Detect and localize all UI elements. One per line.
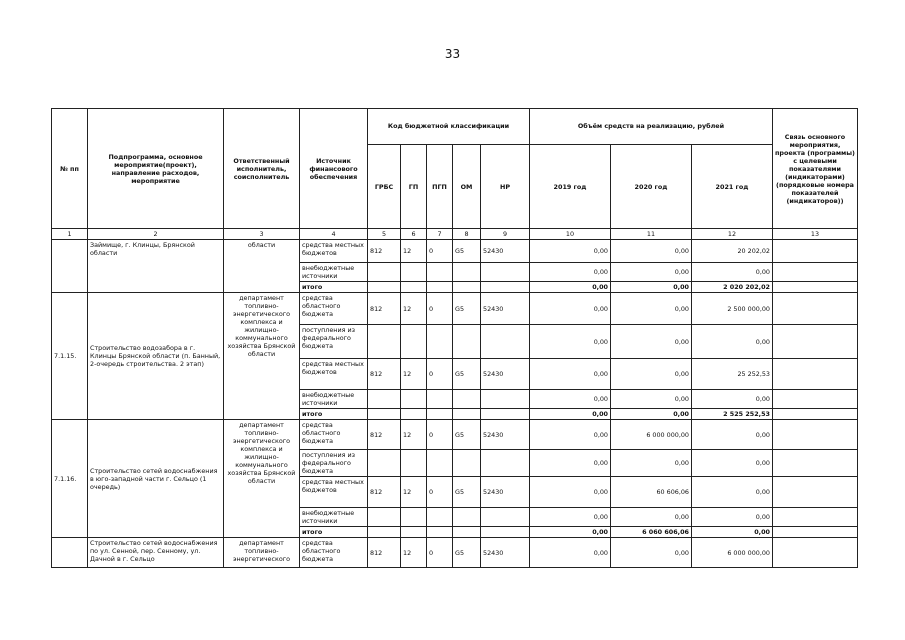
code-np: 52430	[481, 538, 530, 568]
code-gp	[401, 282, 427, 293]
header-pgp: ПГП	[427, 145, 453, 229]
budget-table	[51, 108, 858, 568]
code-np	[481, 409, 530, 420]
funding-source: средства местных бюджетов	[300, 359, 368, 390]
indicator-link	[773, 409, 858, 420]
value-2020: 0,00	[611, 325, 692, 359]
code-grbs: 812	[368, 240, 401, 263]
code-np	[481, 450, 530, 477]
value-2020: 0,00	[611, 538, 692, 568]
code-gp: 12	[401, 538, 427, 568]
code-om	[453, 325, 481, 359]
code-pgp: 0	[427, 293, 453, 325]
value-2019: 0,00	[530, 420, 611, 450]
code-grbs: 812	[368, 420, 401, 450]
value-2020: 0,00	[611, 282, 692, 293]
code-om: G5	[453, 293, 481, 325]
funding-source: средства областного бюджета	[300, 293, 368, 325]
value-2019: 0,00	[530, 359, 611, 390]
value-2021: 0,00	[692, 420, 773, 450]
executor: департамент топливно-энергетического комплекса и жилищно-коммунального хозяйства Брянской области	[224, 420, 300, 538]
indicator-link	[773, 282, 858, 293]
code-np: 52430	[481, 293, 530, 325]
value-2021: 2 525 252,53	[692, 409, 773, 420]
row-number: 7.1.16.	[52, 420, 88, 538]
funding-source: внебюджетные источники	[300, 263, 368, 282]
code-pgp: 0	[427, 477, 453, 508]
code-gp: 12	[401, 293, 427, 325]
table-row	[52, 538, 858, 568]
row-number	[52, 538, 88, 568]
code-np	[481, 282, 530, 293]
value-2020: 0,00	[611, 508, 692, 527]
funding-source: средства местных бюджетов	[300, 477, 368, 508]
executor: департамент топливно-энергетического комплекса и жилищно-коммунального хозяйства Брянской области	[224, 293, 300, 420]
code-grbs	[368, 409, 401, 420]
code-gp: 12	[401, 477, 427, 508]
code-np	[481, 263, 530, 282]
value-2021: 2 500 000,00	[692, 293, 773, 325]
code-gp	[401, 450, 427, 477]
code-pgp	[427, 409, 453, 420]
header-volume: Объём средств на реализацию, рублей	[530, 109, 773, 145]
measure-name: Строительство водозабора в г. Клинцы Брянской области (п. Банный, 2-очередь строительства. 2 этап)	[88, 293, 224, 420]
indicator-link	[773, 508, 858, 527]
code-grbs: 812	[368, 538, 401, 568]
column-number: 1	[52, 229, 88, 240]
code-np	[481, 527, 530, 538]
header-link: Связь основного мероприятия, проекта (программы) с целевыми показателями (индикаторами) (порядковые номера показателей (индикаторов))	[773, 109, 858, 229]
code-grbs	[368, 508, 401, 527]
value-2021: 2 020 202,02	[692, 282, 773, 293]
value-2021: 0,00	[692, 325, 773, 359]
executor: области	[224, 240, 300, 293]
funding-source: итого	[300, 282, 368, 293]
column-number: 2	[88, 229, 224, 240]
code-grbs: 812	[368, 477, 401, 508]
code-grbs: 812	[368, 293, 401, 325]
indicator-link	[773, 240, 858, 263]
value-2021: 20 202,02	[692, 240, 773, 263]
value-2020: 0,00	[611, 409, 692, 420]
header-executor: Ответственный исполнитель, соисполнитель	[224, 109, 300, 229]
code-om: G5	[453, 477, 481, 508]
code-om	[453, 508, 481, 527]
row-number	[52, 240, 88, 293]
code-pgp: 0	[427, 420, 453, 450]
code-grbs	[368, 263, 401, 282]
column-number: 4	[300, 229, 368, 240]
header-program: Подпрограмма, основное мероприятие(проект), направление расходов, мероприятие	[88, 109, 224, 229]
header-source: Источник финансового обеспечения	[300, 109, 368, 229]
header-2020: 2020 год	[611, 145, 692, 229]
indicator-link	[773, 538, 858, 568]
value-2019: 0,00	[530, 293, 611, 325]
code-om: G5	[453, 538, 481, 568]
code-grbs: 812	[368, 359, 401, 390]
value-2019: 0,00	[530, 508, 611, 527]
indicator-link	[773, 390, 858, 409]
code-gp	[401, 527, 427, 538]
code-gp: 12	[401, 420, 427, 450]
header-grbs: ГРБС	[368, 145, 401, 229]
code-om	[453, 263, 481, 282]
header-om: ОМ	[453, 145, 481, 229]
value-2019: 0,00	[530, 450, 611, 477]
value-2019: 0,00	[530, 282, 611, 293]
value-2020: 0,00	[611, 359, 692, 390]
funding-source: внебюджетные источники	[300, 508, 368, 527]
code-gp	[401, 263, 427, 282]
value-2021: 0,00	[692, 263, 773, 282]
row-number: 7.1.15.	[52, 293, 88, 420]
code-om	[453, 409, 481, 420]
value-2020: 0,00	[611, 263, 692, 282]
code-gp: 12	[401, 359, 427, 390]
column-number: 10	[530, 229, 611, 240]
table-row	[52, 420, 858, 450]
value-2020: 0,00	[611, 293, 692, 325]
code-pgp	[427, 390, 453, 409]
code-pgp: 0	[427, 538, 453, 568]
code-pgp: 0	[427, 359, 453, 390]
value-2021: 0,00	[692, 508, 773, 527]
funding-source: внебюджетные источники	[300, 390, 368, 409]
funding-source: средства областного бюджета	[300, 420, 368, 450]
header-2021: 2021 год	[692, 145, 773, 229]
code-np: 52430	[481, 240, 530, 263]
value-2021: 0,00	[692, 527, 773, 538]
code-om	[453, 527, 481, 538]
funding-source: поступления из федерального бюджета	[300, 450, 368, 477]
code-pgp	[427, 527, 453, 538]
code-np: 52430	[481, 359, 530, 390]
column-number: 5	[368, 229, 401, 240]
code-grbs	[368, 450, 401, 477]
value-2020: 60 606,06	[611, 477, 692, 508]
value-2021: 0,00	[692, 450, 773, 477]
indicator-link	[773, 450, 858, 477]
code-om: G5	[453, 420, 481, 450]
code-pgp	[427, 282, 453, 293]
executor: департамент топливно-энергетического	[224, 538, 300, 568]
funding-source: средства областного бюджета	[300, 538, 368, 568]
table-row	[52, 240, 858, 263]
indicator-link	[773, 359, 858, 390]
code-np	[481, 390, 530, 409]
value-2021: 6 000 000,00	[692, 538, 773, 568]
measure-name: Займище, г. Клинцы, Брянской области	[88, 240, 224, 293]
value-2019: 0,00	[530, 409, 611, 420]
header-np: НР	[481, 145, 530, 229]
column-number: 6	[401, 229, 427, 240]
measure-name: Строительство сетей водоснабжения в юго-западной части г. Сельцо (1 очередь)	[88, 420, 224, 538]
code-grbs	[368, 325, 401, 359]
value-2019: 0,00	[530, 240, 611, 263]
funding-source: средства местных бюджетов	[300, 240, 368, 263]
column-number: 9	[481, 229, 530, 240]
code-om	[453, 450, 481, 477]
page-number: 33	[444, 47, 461, 61]
funding-source: поступления из федерального бюджета	[300, 325, 368, 359]
code-gp	[401, 409, 427, 420]
code-pgp	[427, 450, 453, 477]
code-np	[481, 508, 530, 527]
value-2020: 0,00	[611, 450, 692, 477]
code-pgp	[427, 325, 453, 359]
indicator-link	[773, 477, 858, 508]
funding-source: итого	[300, 527, 368, 538]
code-pgp	[427, 508, 453, 527]
code-om: G5	[453, 240, 481, 263]
code-grbs	[368, 527, 401, 538]
code-gp	[401, 325, 427, 359]
indicator-link	[773, 325, 858, 359]
indicator-link	[773, 420, 858, 450]
header-budget-code: Код бюджетной классификации	[368, 109, 530, 145]
value-2021: 0,00	[692, 477, 773, 508]
column-number: 7	[427, 229, 453, 240]
indicator-link	[773, 527, 858, 538]
value-2019: 0,00	[530, 477, 611, 508]
column-number: 11	[611, 229, 692, 240]
code-grbs	[368, 390, 401, 409]
code-gp: 12	[401, 240, 427, 263]
table-row	[52, 293, 858, 325]
funding-source: итого	[300, 409, 368, 420]
code-np: 52430	[481, 477, 530, 508]
code-pgp: 0	[427, 240, 453, 263]
value-2020: 0,00	[611, 240, 692, 263]
header-gp: ГП	[401, 145, 427, 229]
value-2019: 0,00	[530, 390, 611, 409]
value-2019: 0,00	[530, 263, 611, 282]
header-2019: 2019 год	[530, 145, 611, 229]
code-om	[453, 390, 481, 409]
code-om: G5	[453, 359, 481, 390]
header-no: № пп	[52, 109, 88, 229]
code-pgp	[427, 263, 453, 282]
column-number: 8	[453, 229, 481, 240]
indicator-link	[773, 263, 858, 282]
column-number: 12	[692, 229, 773, 240]
value-2019: 0,00	[530, 538, 611, 568]
value-2019: 0,00	[530, 325, 611, 359]
value-2020: 6 060 606,06	[611, 527, 692, 538]
value-2019: 0,00	[530, 527, 611, 538]
value-2020: 6 000 000,00	[611, 420, 692, 450]
column-number: 13	[773, 229, 858, 240]
code-om	[453, 282, 481, 293]
code-np	[481, 325, 530, 359]
value-2021: 25 252,53	[692, 359, 773, 390]
column-number: 3	[224, 229, 300, 240]
code-grbs	[368, 282, 401, 293]
code-gp	[401, 508, 427, 527]
value-2021: 0,00	[692, 390, 773, 409]
value-2020: 0,00	[611, 390, 692, 409]
measure-name: Строительство сетей водоснабжения по ул. Сенной, пер. Сенному, ул. Дачной в г. Сельцо	[88, 538, 224, 568]
code-gp	[401, 390, 427, 409]
code-np: 52430	[481, 420, 530, 450]
indicator-link	[773, 293, 858, 325]
